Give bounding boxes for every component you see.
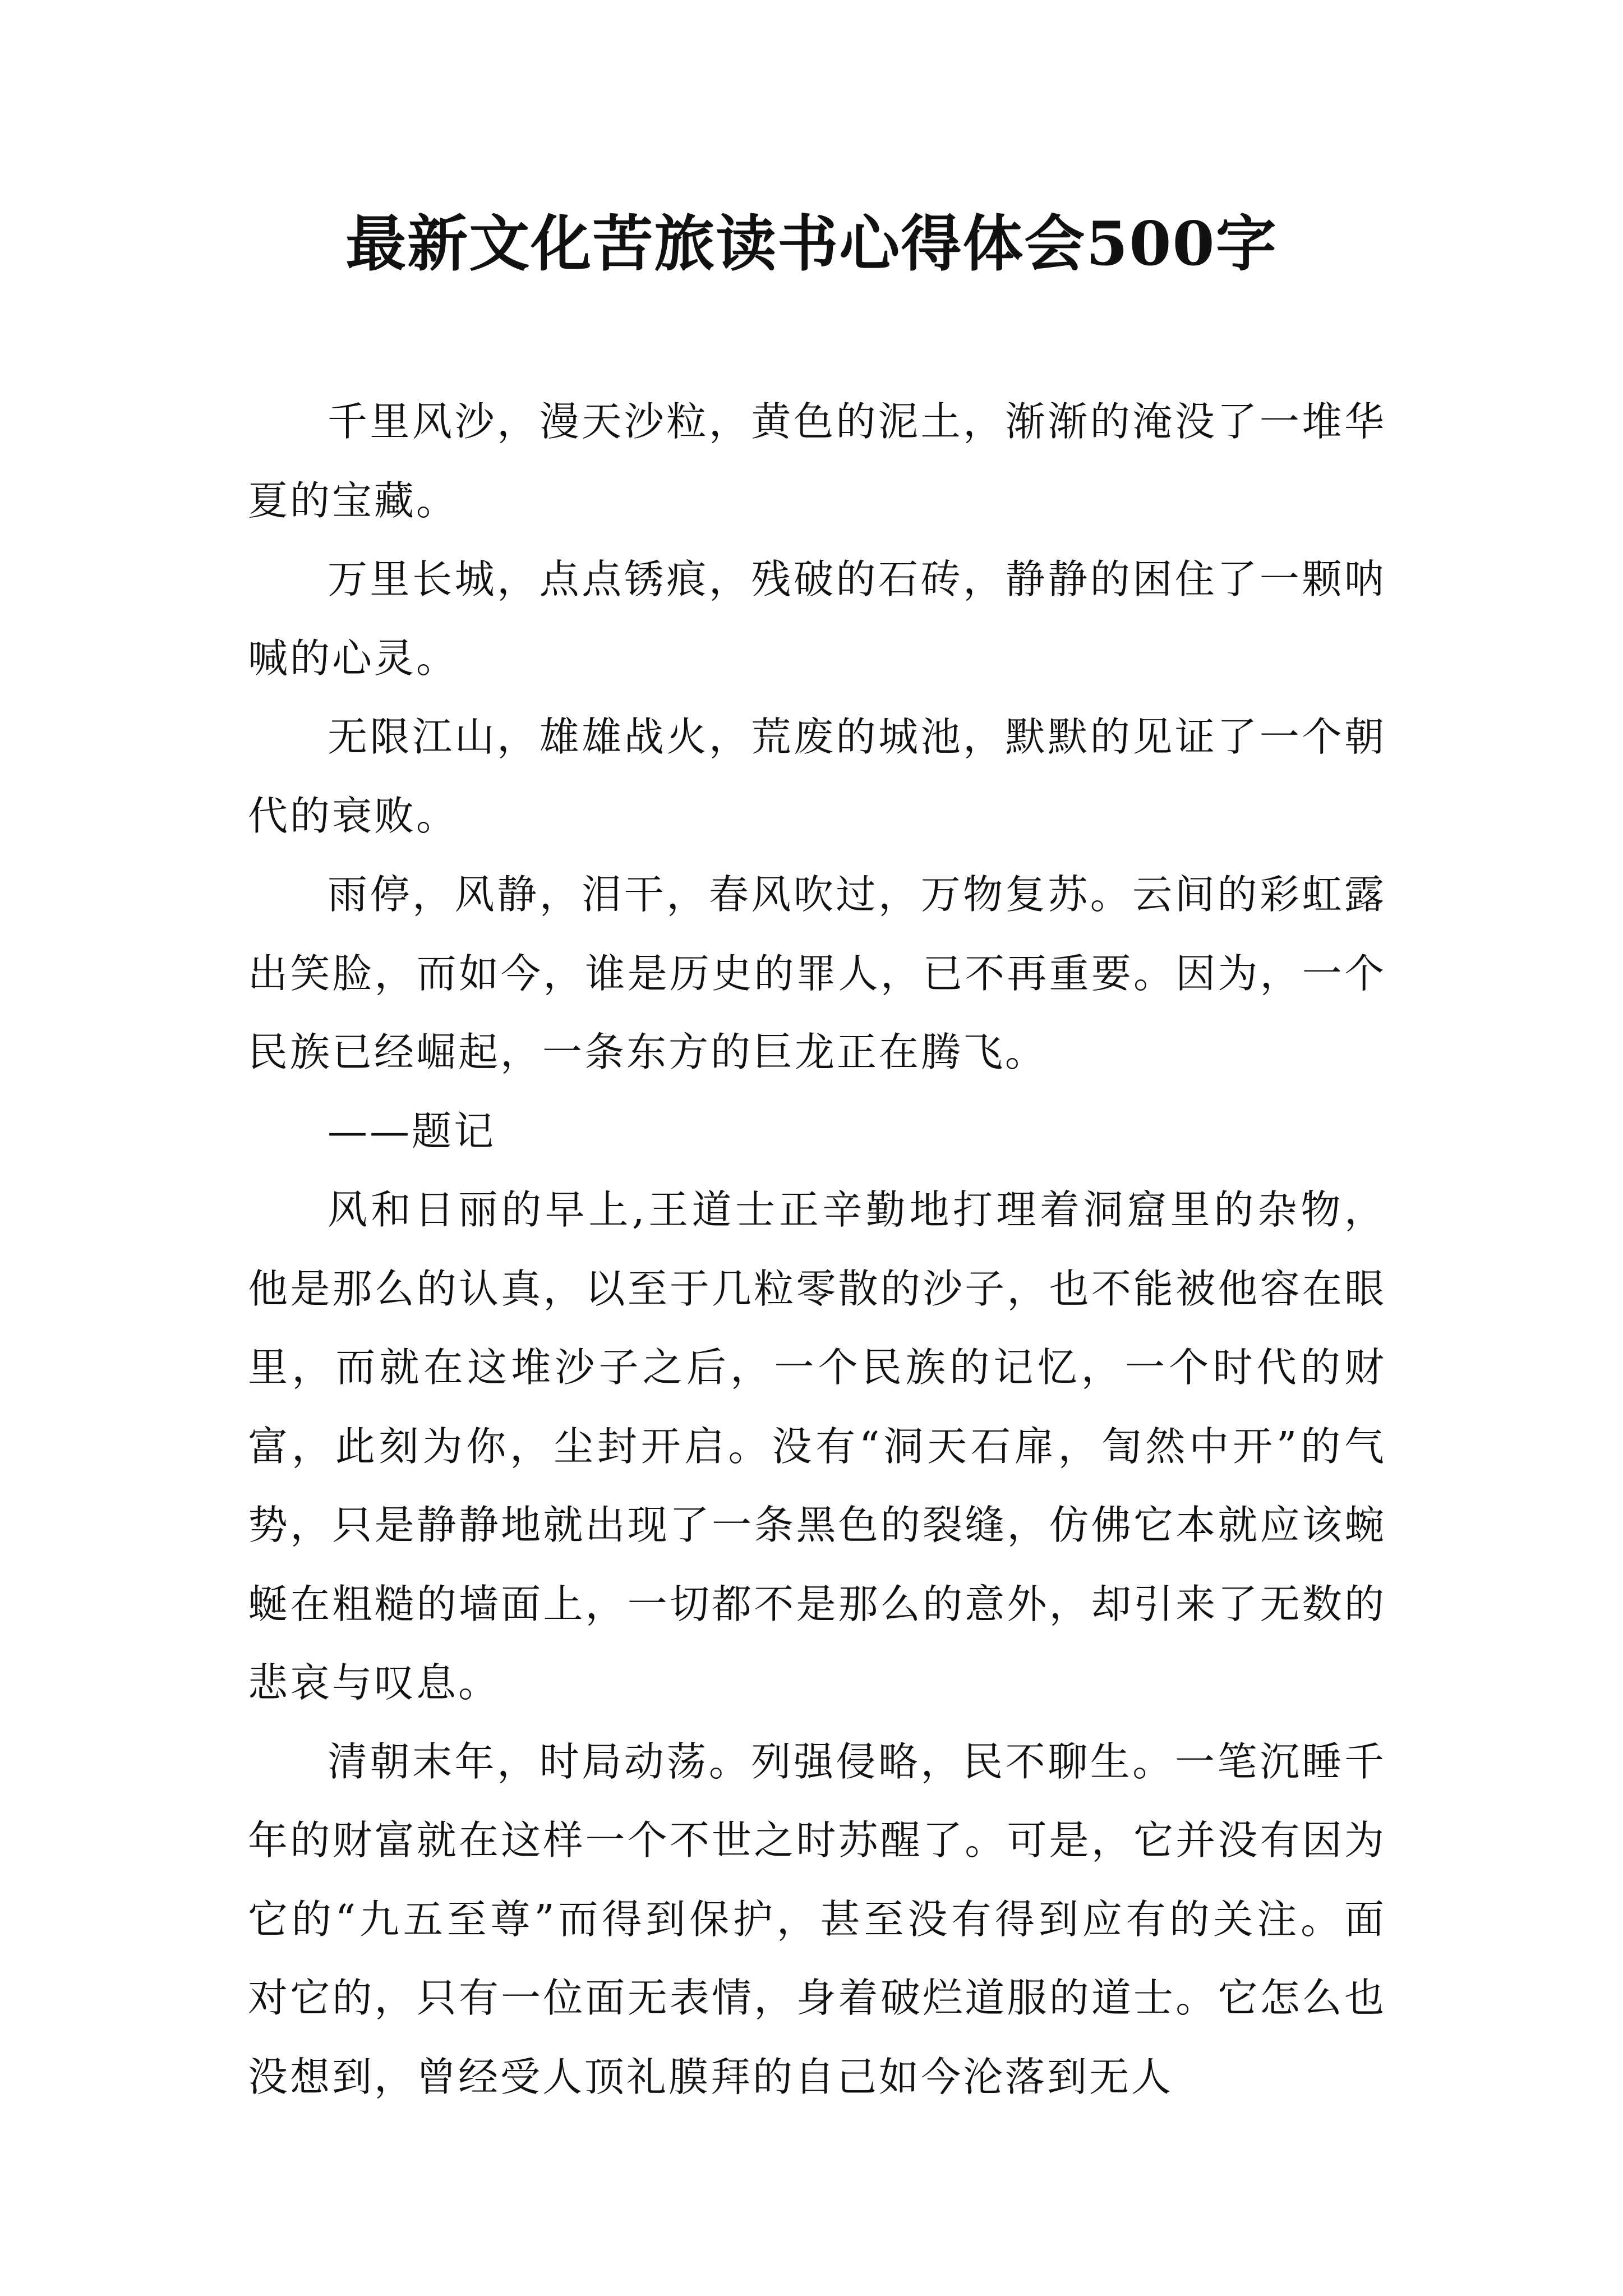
paragraph: 风和日丽的早上,王道士正辛勤地打理着洞窟里的杂物，他是那么的认真，以至于几粒零散的沙子，也不能被他容在眼里，而就在这堆沙子之后，一个民族的记忆，一个时代的财富，此刻为你，尘封开启。没有“洞天石扉，訇然中开”的气势，只是静静地就出现了一条黑色的裂缝，仿佛它本就应该蜿蜒在粗糙的墙面上，一切都不是那么的意外，却引来了无数的悲哀与叹息。 [248, 1186, 1386, 1706]
paragraph: 万里长城，点点锈痕，残破的石砖，静静的困住了一颗呐喊的心灵。 [248, 556, 1386, 682]
paragraph: 清朝末年，时局动荡。列强侵略，民不聊生。一笔沉睡千年的财富就在这样一个不世之时苏醒了。可是，它并没有因为它的“九五至尊”而得到保护，甚至没有得到应有的关注。面对它的，只有一位面无表情，身着破烂道服的道士。它怎么也没想到，曾经受人顶礼膜拜的自己如今沦落到无人 [248, 1738, 1386, 2100]
document-title: 最新文化苦旅读书心得体会500字 [345, 209, 1278, 279]
epigraph-attribution: ——题记 [328, 1107, 496, 1154]
document-body [248, 383, 1386, 2116]
paragraph: 无限江山，雄雄战火，荒废的城池，默默的见证了一个朝代的衰败。 [248, 714, 1386, 839]
paragraph: 雨停，风静，泪干，春风吹过，万物复苏。云间的彩虹露出笑脸，而如今，谁是历史的罪人，已不再重要。因为，一个民族已经崛起，一条东方的巨龙正在腾飞。 [248, 871, 1386, 1075]
paragraph: 千里风沙，漫天沙粒，黄色的泥土，渐渐的淹没了一堆华夏的宝藏。 [248, 398, 1386, 524]
